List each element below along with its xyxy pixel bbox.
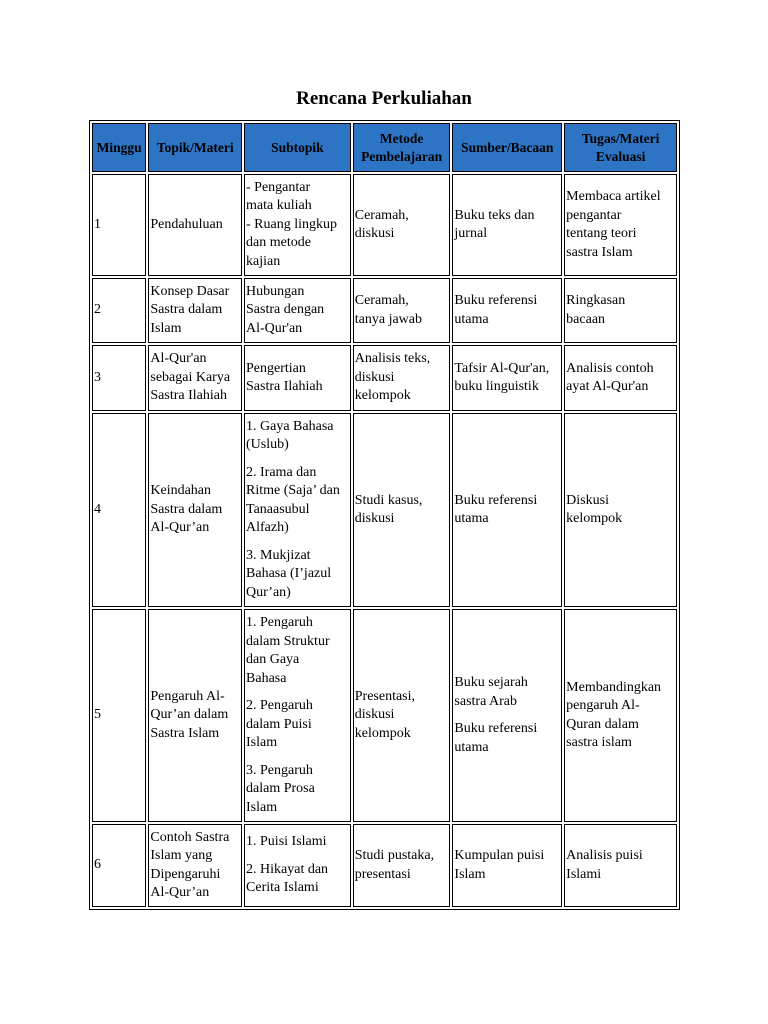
column-header-subtopik: Subtopik <box>244 123 351 172</box>
topic-cell-text: Al-Qur'an sebagai Karya Sastra Ilahiah <box>150 351 231 404</box>
source-cell-item: Tafsir Al-Qur'an, buku linguistik <box>454 360 550 394</box>
evaluation-cell-text: Membaca artikel pengantar tentang teori sastra Islam <box>566 189 661 260</box>
table-row <box>92 345 677 411</box>
week-cell <box>92 824 146 907</box>
subtopic-cell-item: 2. Pengaruh dalam Puisi Islam <box>246 698 313 750</box>
topic-cell <box>148 174 242 276</box>
topic-cell-text: Pengaruh Al- Qur’an dalam Sastra Islam <box>150 688 229 741</box>
method-cell <box>353 278 451 343</box>
topic-cell-text: Keindahan Sastra dalam Al-Qur’an <box>150 483 223 536</box>
subtopic-cell <box>244 345 351 411</box>
week-cell-text: 3 <box>94 369 101 385</box>
table-row <box>92 609 677 822</box>
topic-cell <box>148 345 242 411</box>
subtopic-cell <box>244 278 351 343</box>
subtopic-cell-item: Pengertian Sastra Ilahiah <box>246 360 323 394</box>
subtopic-cell <box>244 174 351 276</box>
source-cell <box>452 278 562 343</box>
evaluation-cell <box>564 174 677 276</box>
subtopic-cell-item: 1. Puisi Islami <box>246 834 327 850</box>
week-cell-text: 1 <box>94 216 101 232</box>
table-row <box>92 174 677 276</box>
method-cell <box>353 345 451 411</box>
evaluation-cell-text: Membandingkan pengaruh Al- Quran dalam sastra islam <box>566 679 662 750</box>
method-cell-text: Studi pustaka, presentasi <box>354 848 435 882</box>
method-cell-text: Presentasi, diskusi kelompok <box>354 688 416 741</box>
topic-cell-text: Contoh Sastra Islam yang Dipengaruhi Al-Qur’an <box>150 829 230 900</box>
source-cell-item: Kumpulan puisi Islam <box>454 848 545 882</box>
column-header-tugas: Tugas/Materi Evaluasi <box>564 123 677 172</box>
subtopic-cell-item: Hubungan Sastra dengan Al-Qur'an <box>246 283 325 336</box>
method-cell <box>353 413 451 607</box>
topic-cell <box>148 278 242 343</box>
evaluation-cell-text: Ringkasan bacaan <box>566 293 626 327</box>
column-header-metode: Metode Pembelajaran <box>353 123 451 172</box>
method-cell <box>353 174 451 276</box>
page-title: Rencana Perkuliahan <box>296 88 472 109</box>
source-cell <box>452 345 562 411</box>
evaluation-cell <box>564 345 677 411</box>
evaluation-cell <box>564 278 677 343</box>
week-cell <box>92 609 146 822</box>
topic-cell <box>148 609 242 822</box>
course-plan-table <box>89 120 680 910</box>
week-cell-text: 2 <box>94 302 101 318</box>
table-row <box>92 824 677 907</box>
column-header-sumber: Sumber/Bacaan <box>452 123 562 172</box>
table-row <box>92 413 677 607</box>
subtopic-cell <box>244 609 351 822</box>
subtopic-cell-item: 2. Hikayat dan Cerita Islami <box>246 861 329 896</box>
method-cell <box>353 609 451 822</box>
subtopic-cell <box>244 824 351 907</box>
subtopic-cell-item: 1. Gaya Bahasa (Uslub) <box>246 418 334 453</box>
evaluation-cell <box>564 413 677 607</box>
topic-cell-text: Pendahuluan <box>150 216 223 232</box>
method-cell <box>353 824 451 907</box>
subtopic-cell-item: 3. Mukjizat Bahasa (I’jazul Qur’an) <box>246 547 332 600</box>
week-cell <box>92 174 146 276</box>
subtopic-cell-item: 1. Pengaruh dalam Struktur dan Gaya Bahasa <box>246 615 330 686</box>
table-row <box>92 278 677 343</box>
source-cell-item: Buku sejarah sastra Arab <box>454 675 528 709</box>
source-cell-item: Buku referensi utama <box>454 293 538 327</box>
course-plan-table-wrapper <box>89 120 680 910</box>
column-header-minggu: Minggu <box>92 123 146 172</box>
evaluation-cell-text: Diskusi kelompok <box>566 492 623 526</box>
table-header-row <box>92 123 677 172</box>
method-cell-text: Ceramah, diskusi <box>354 207 409 241</box>
subtopic-cell <box>244 413 351 607</box>
method-cell-text: Ceramah, tanya jawab <box>354 293 422 327</box>
evaluation-cell <box>564 609 677 822</box>
week-cell <box>92 413 146 607</box>
subtopic-cell-item: 3. Pengaruh dalam Prosa Islam <box>246 762 315 815</box>
topic-cell <box>148 413 242 607</box>
method-cell-text: Analisis teks, diskusi kelompok <box>354 351 431 404</box>
topic-cell-text: Konsep Dasar Sastra dalam Islam <box>150 283 230 336</box>
evaluation-cell-text: Analisis puisi Islami <box>566 848 643 882</box>
week-cell <box>92 278 146 343</box>
subtopic-cell-item: 2. Irama dan Ritme (Saja’ dan Tanaasubul Alfazh) <box>246 464 340 536</box>
source-cell-item: Buku referensi utama <box>454 721 538 755</box>
subtopic-cell-item: - Pengantar mata kuliah - Ruang lingkup dan metode kajian <box>246 179 338 269</box>
source-cell <box>452 824 562 907</box>
column-header-topik: Topik/Materi <box>148 123 242 172</box>
topic-cell <box>148 824 242 907</box>
method-cell-text: Studi kasus, diskusi <box>354 492 423 526</box>
source-cell-item: Buku teks dan jurnal <box>454 207 535 241</box>
source-cell <box>452 413 562 607</box>
source-cell <box>452 609 562 822</box>
evaluation-cell <box>564 824 677 907</box>
week-cell-text: 4 <box>94 501 101 517</box>
source-cell <box>452 174 562 276</box>
week-cell-text: 6 <box>94 857 101 873</box>
evaluation-cell-text: Analisis contoh ayat Al-Qur'an <box>566 360 654 394</box>
week-cell <box>92 345 146 411</box>
source-cell-item: Buku referensi utama <box>454 492 538 526</box>
week-cell-text: 5 <box>94 707 101 723</box>
